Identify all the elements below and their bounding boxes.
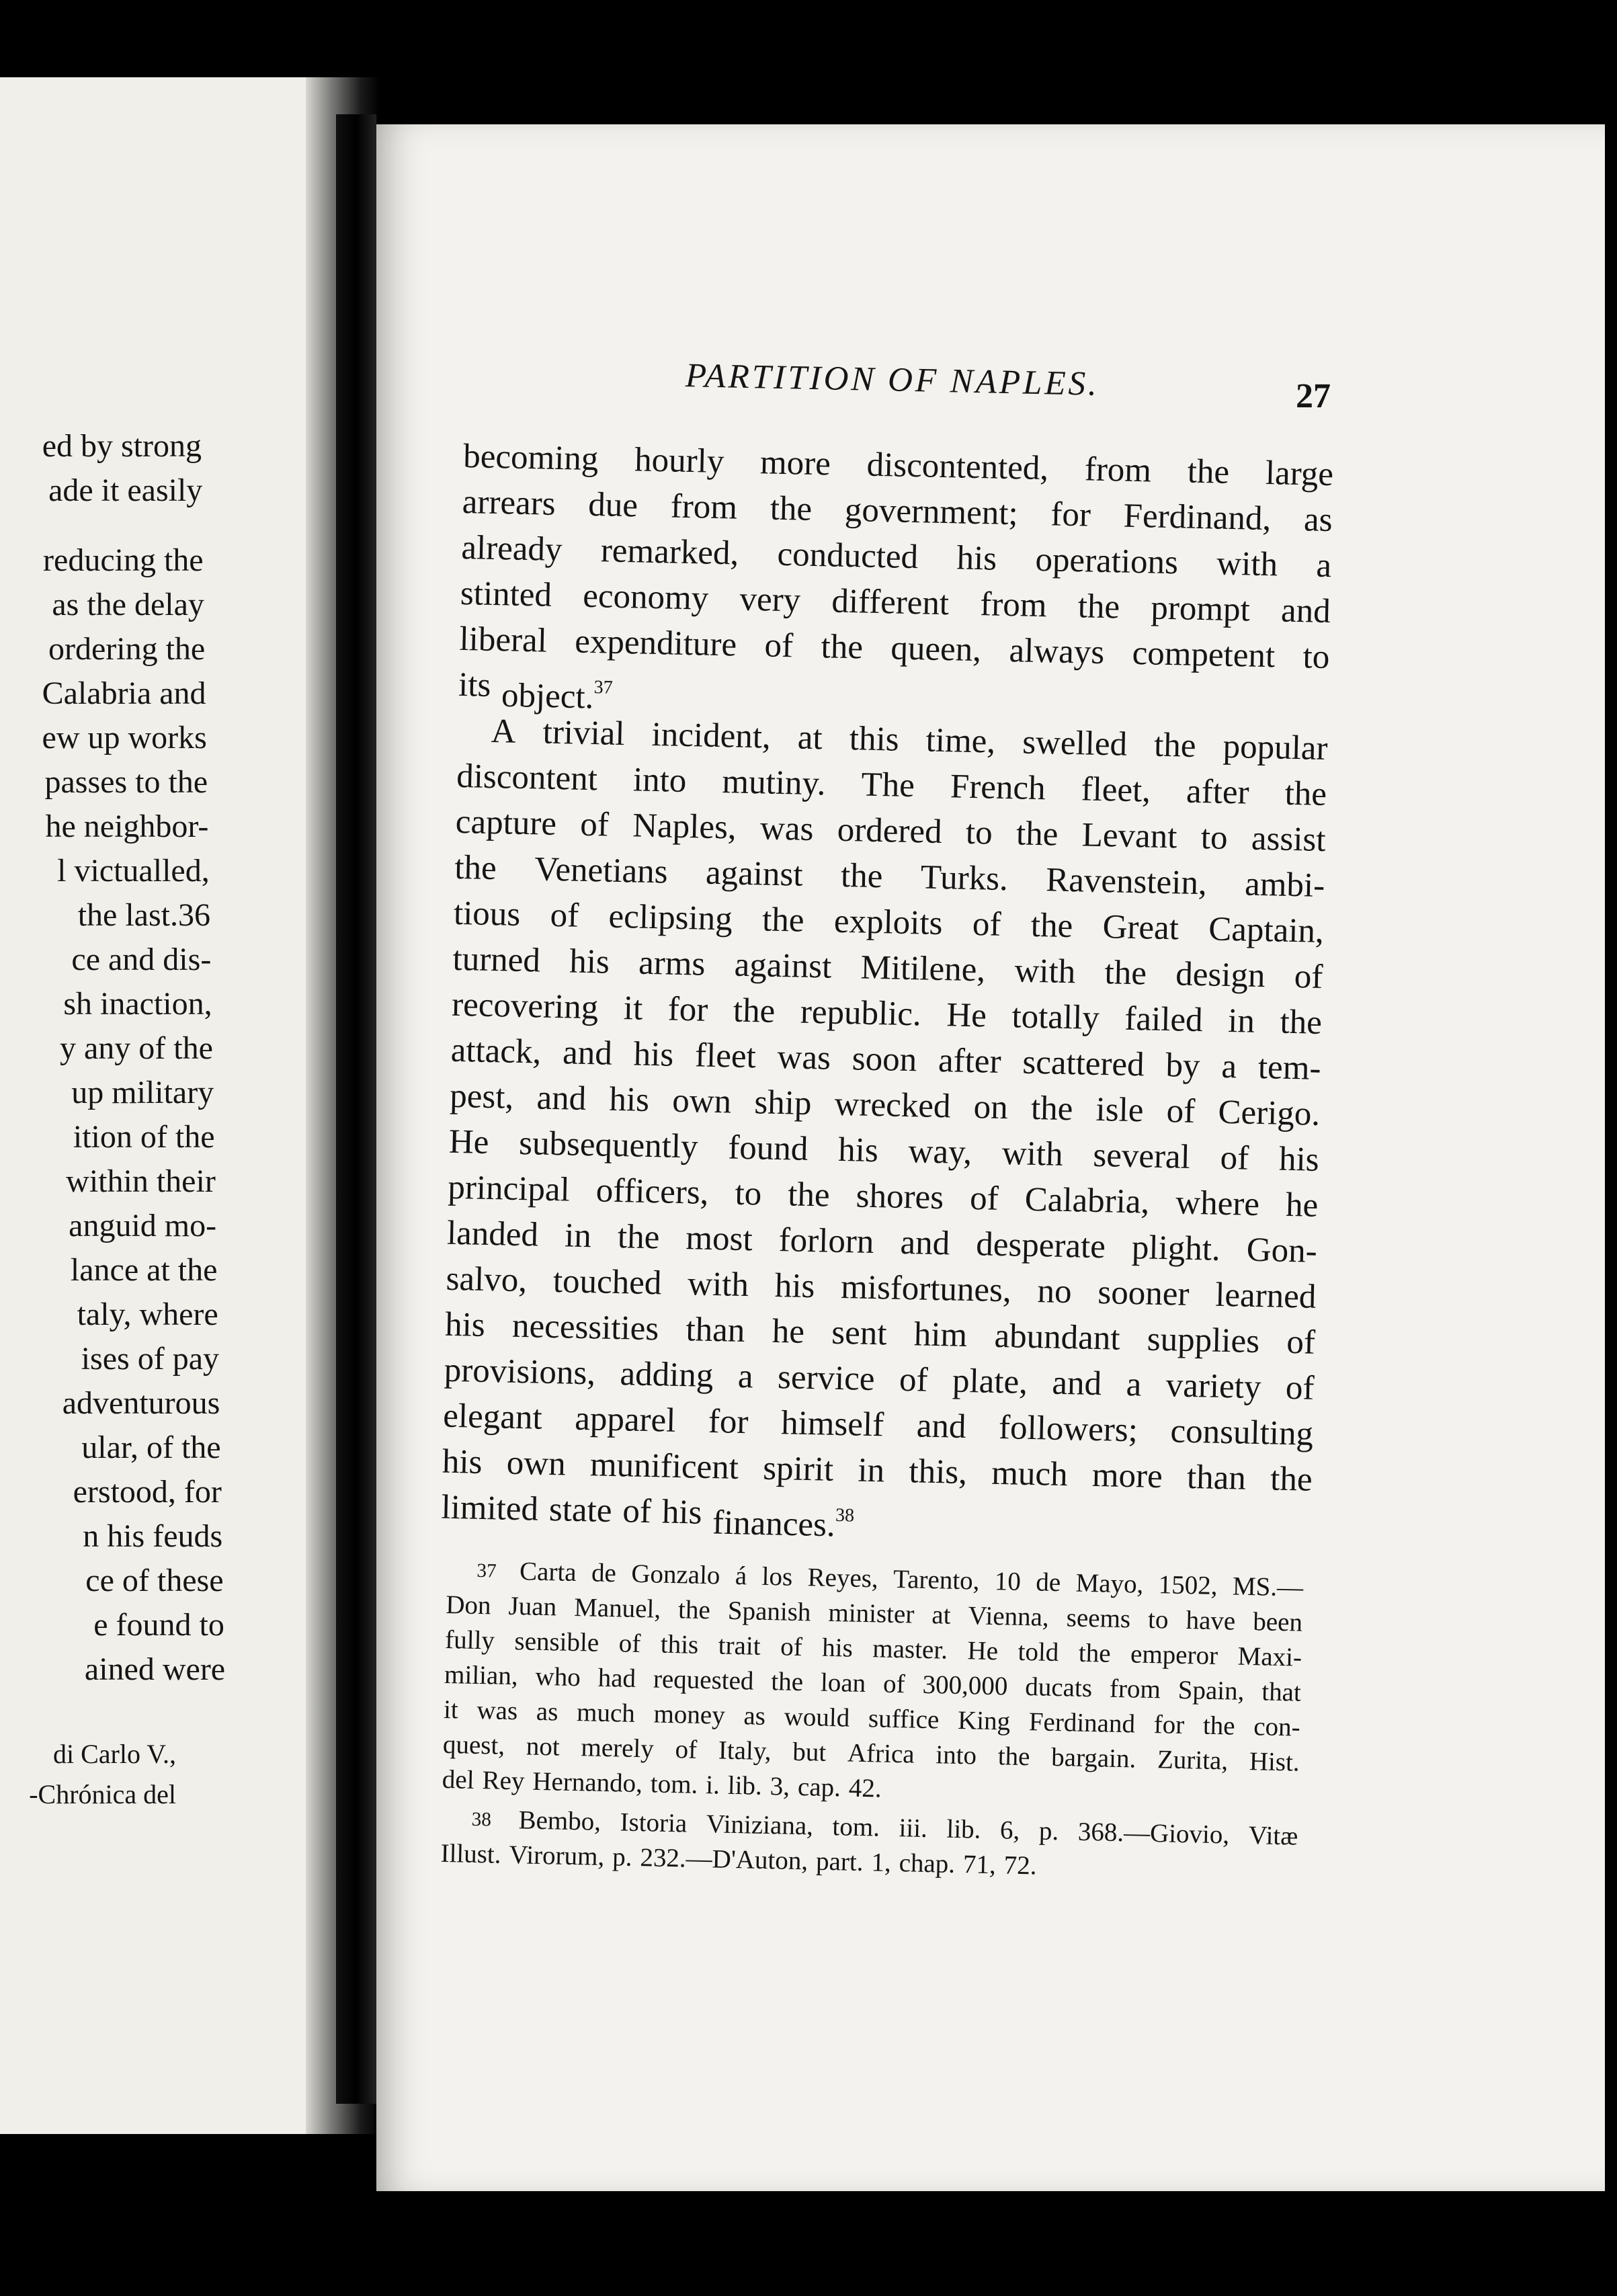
body-line: his own munificent spirit in this, much more than the <box>442 1442 1313 1499</box>
left-page-line: ce and dis- <box>71 942 212 977</box>
footnote-reference: 37 <box>593 677 614 698</box>
body-text <box>441 434 1334 1549</box>
body-line: pest, and his own ship wrecked on the isle of Cerigo. <box>449 1077 1321 1133</box>
body-line: turned his arms against Mitilene, with the design of <box>452 940 1323 996</box>
book-spine <box>336 114 376 2104</box>
footnote-line: quest, not merely of Italy, but Africa into the bargain. Zurita, Hist. <box>442 1729 1300 1777</box>
body-line: capture of Naples, was ordered to the Levant to assist <box>455 803 1327 859</box>
body-line: liberal expenditure of the queen, always competent to <box>459 620 1330 677</box>
body-line: stinted economy very different from the prompt and <box>460 574 1331 631</box>
page-number: 27 <box>1296 377 1331 415</box>
left-page-line: Calabria and <box>42 675 206 711</box>
body-line: attack, and his fleet was soon after scattered by a tem- <box>450 1031 1322 1088</box>
footnote-line: Don Juan Manuel, the Spanish minister at Vienna, seems to have been <box>445 1590 1303 1637</box>
body-line: provisions, adding a service of plate, and a variety of <box>444 1351 1315 1407</box>
left-page-line: l victualled, <box>57 853 210 889</box>
running-head: PARTITION OF NAPLES. <box>685 357 1100 403</box>
left-page-line: erstood, for <box>73 1474 222 1510</box>
footnote-line: 37 Carta de Gonzalo á los Reyes, Tarento, 10 de Mayo, 1502, MS.— <box>446 1553 1304 1606</box>
footnote-line: 38 Bembo, Istoria Viniziana, tom. iii. lib. 6, p. 368.—Giovio, Vitæ <box>441 1801 1298 1854</box>
footnote-marker: 37 <box>476 1559 497 1582</box>
body-line: becoming hourly more discontented, from the large <box>462 437 1334 494</box>
body-line: discontent into mutiny. The French fleet, after the <box>456 757 1327 814</box>
footnote-line: fully sensible of this trait of his master. He told the emperor Maxi- <box>444 1625 1302 1672</box>
left-page-line: ular, of the <box>81 1430 221 1465</box>
body-line: arrears due from the government; for Ferdinand, as <box>462 483 1333 540</box>
left-page-footnote-line: -Chrónica del <box>29 1779 176 1809</box>
left-page-footnote-line: di Carlo V., <box>53 1739 176 1769</box>
footnote-line: Illust. Virorum, p. 232.—D'Auton, part. 1, chap. 71, 72. <box>440 1838 1037 1881</box>
left-page-line: taly, where <box>77 1297 218 1332</box>
left-page-line: ordering the <box>48 631 206 667</box>
body-line: tious of eclipsing the exploits of the Great Captain, <box>453 894 1325 950</box>
left-page-line: n his feuds <box>83 1518 223 1554</box>
left-page-line: sh inaction, <box>63 986 212 1022</box>
left-page-line: ade it easily <box>48 473 203 508</box>
footnote-line: milian, who had requested the loan of 300,000 ducats from Spain, that <box>444 1659 1302 1707</box>
left-page-line: y any of the <box>59 1030 213 1066</box>
left-page-line: the last.36 <box>77 897 210 933</box>
footnote-marker: 38 <box>471 1808 492 1831</box>
left-page-line: passes to the <box>44 764 208 800</box>
body-line: elegant apparel for himself and followers; consulting <box>442 1397 1314 1453</box>
body-line: already remarked, conducted his operations with a <box>460 528 1332 585</box>
left-page-line: anguid mo- <box>69 1208 217 1243</box>
left-page-line: he neighbor- <box>45 809 209 844</box>
left-page-line: up military <box>71 1075 214 1110</box>
left-page-line: lance at the <box>70 1252 218 1288</box>
left-page-line: ition of the <box>73 1119 215 1155</box>
body-line: salvo, touched with his misfortunes, no sooner learned <box>446 1260 1317 1316</box>
left-page-line: within their <box>66 1163 216 1199</box>
body-line: the Venetians against the Turks. Ravenstein, ambi- <box>454 848 1325 905</box>
left-page-line: ce of these <box>85 1563 224 1598</box>
body-line: limited state of his finances.$^{38}$ <box>440 1488 855 1545</box>
body-line: principal officers, to the shores of Calabria, where he <box>447 1168 1319 1225</box>
body-line: landed in the most forlorn and desperate plight. Gon- <box>446 1214 1318 1270</box>
body-line: He subsequently found his way, with several of his <box>448 1122 1320 1179</box>
left-page-line: e found to <box>93 1607 224 1643</box>
footnotes <box>440 1553 1304 1889</box>
left-page-line: adventurous <box>62 1385 220 1421</box>
body-line: recovering it for the republic. He totally failed in the <box>451 985 1323 1042</box>
footnote-reference: 38 <box>835 1504 855 1526</box>
left-page-line: ew up works <box>42 720 207 755</box>
left-page-line: ained were <box>84 1651 226 1687</box>
body-line: A trivial incident, at this time, swelled the popular <box>491 712 1329 768</box>
footnote-line: it was as much money as would suffice King Ferdinand for the con- <box>443 1694 1301 1742</box>
left-page-line: as the delay <box>52 587 204 622</box>
body-line: its object.$^{37}$ <box>458 665 614 716</box>
left-page <box>0 77 336 2134</box>
left-page-line: reducing the <box>43 542 204 578</box>
body-line: his necessities than he sent him abundant supplies of <box>444 1305 1316 1362</box>
left-page-line: ed by strong <box>42 428 202 464</box>
footnote-line: del Rey Hernando, tom. i. lib. 3, cap. 42. <box>442 1764 882 1803</box>
left-page-line: ises of pay <box>81 1341 219 1377</box>
